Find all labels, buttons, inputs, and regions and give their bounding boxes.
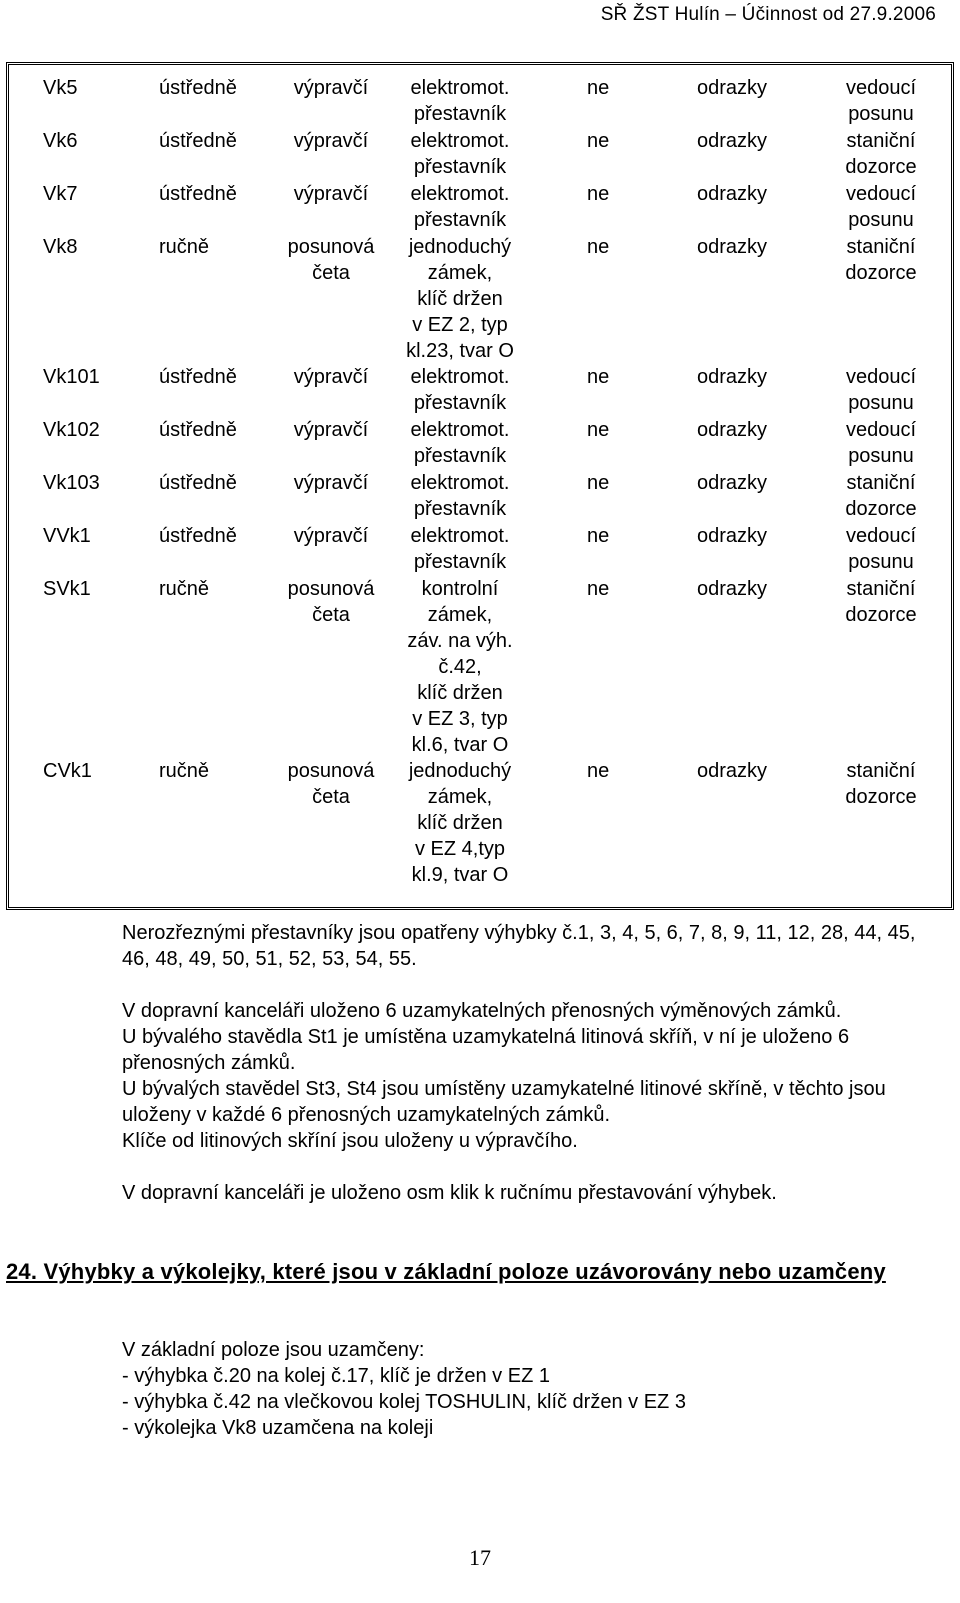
- lock-line: elektromot.: [410, 472, 510, 494]
- responsible-cell: [811, 523, 951, 575]
- lock-line: přestavník: [413, 551, 507, 573]
- responsible-line: posunu: [848, 392, 914, 414]
- lock-line: přestavník: [413, 498, 507, 520]
- operator-line: posunová: [287, 760, 375, 782]
- responsible-cell: [811, 128, 951, 180]
- note-paragraph: U bývalých stavědel St3, St4 jsou umístěny uzamykatelné litinové skříně, v těchto jsou uloženy v každé 6 přenosných uzamykatelných zámků.: [122, 1078, 886, 1126]
- operator-line: četa: [312, 786, 350, 808]
- document-header: SŘ ŽST Hulín – Účinnost od 27.9.2006: [600, 4, 936, 25]
- lock-line: přestavník: [413, 209, 507, 231]
- indicator-cell: odrazky: [697, 130, 768, 152]
- operation-cell: ústředně: [159, 366, 237, 388]
- lock-line: přestavník: [413, 156, 507, 178]
- responsible-line: posunu: [848, 209, 914, 231]
- dependency-cell: ne: [587, 525, 610, 547]
- operator-line: výpravčí: [293, 130, 369, 152]
- note-paragraph: U bývalého stavědla St1 je umístěna uzamykatelná litinová skříň, v ní je uloženo 6 přenosných zámků.: [122, 1026, 850, 1074]
- lock-cell: [387, 470, 533, 522]
- lock-cell: [387, 417, 533, 469]
- operator-line: výpravčí: [293, 472, 369, 494]
- operator-line: četa: [312, 604, 350, 626]
- lock-line: klíč držen: [417, 288, 503, 310]
- operation-cell: ústředně: [159, 130, 237, 152]
- operator-cell: [271, 758, 391, 810]
- section-heading: 24. Výhybky a výkolejky, které jsou v základní poloze uzávorovány nebo uzamčeny: [6, 1259, 886, 1284]
- indicator-cell: odrazky: [697, 236, 768, 258]
- lock-line: přestavník: [413, 392, 507, 414]
- responsible-line: vedoucí: [845, 419, 917, 441]
- list-item: - výhybka č.20 na kolej č.17, klíč je držen v EZ 1: [122, 1365, 550, 1387]
- lock-cell: [387, 128, 533, 180]
- operator-cell: [271, 364, 391, 390]
- responsible-line: posunu: [848, 103, 914, 125]
- note-paragraph: V dopravní kanceláři uloženo 6 uzamykatelných přenosných výměnových zámků.: [122, 1000, 842, 1022]
- derailer-name-cell: Vk7: [43, 183, 78, 205]
- responsible-line: staniční: [846, 130, 916, 152]
- derailer-name-cell: Vk103: [43, 472, 100, 494]
- page-number: 17: [469, 1545, 491, 1570]
- lock-line: jednoduchý: [408, 760, 512, 782]
- operator-line: výpravčí: [293, 77, 369, 99]
- derailer-table: [6, 62, 954, 910]
- operator-cell: [271, 523, 391, 549]
- responsible-line: posunu: [848, 551, 914, 573]
- lock-line: v EZ 2, typ: [412, 314, 508, 336]
- indicator-cell: odrazky: [697, 760, 768, 782]
- operator-line: výpravčí: [293, 419, 369, 441]
- operation-cell: ústředně: [159, 183, 237, 205]
- lock-line: kl.6, tvar O: [411, 734, 509, 756]
- lock-line: kl.23, tvar O: [406, 340, 514, 362]
- indicator-cell: odrazky: [697, 419, 768, 441]
- lock-line: klíč držen: [417, 812, 503, 834]
- responsible-cell: [811, 417, 951, 469]
- lock-line: záv. na výh.: [407, 630, 513, 652]
- operator-cell: [271, 576, 391, 628]
- lock-line: v EZ 4,typ: [414, 838, 506, 860]
- lock-line: v EZ 3, typ: [412, 708, 508, 730]
- lock-line: zámek,: [427, 262, 493, 284]
- derailer-name-cell: Vk5: [43, 77, 78, 99]
- operator-line: posunová: [287, 236, 375, 258]
- lock-line: elektromot.: [410, 183, 510, 205]
- dependency-cell: ne: [587, 419, 610, 441]
- indicator-cell: odrazky: [697, 578, 768, 600]
- lock-cell: [387, 758, 533, 888]
- indicator-cell: odrazky: [697, 366, 768, 388]
- operator-cell: [271, 181, 391, 207]
- derailer-name-cell: Vk101: [43, 366, 100, 388]
- list-item: - výhybka č.42 na vlečkovou kolej TOSHULIN, klíč držen v EZ 3: [122, 1391, 686, 1413]
- responsible-line: dozorce: [845, 604, 917, 626]
- operation-cell: ústředně: [159, 525, 237, 547]
- responsible-line: dozorce: [845, 156, 917, 178]
- lock-cell: [387, 523, 533, 575]
- responsible-cell: [811, 234, 951, 286]
- responsible-cell: [811, 75, 951, 127]
- responsible-line: staniční: [846, 578, 916, 600]
- operator-cell: [271, 417, 391, 443]
- operation-cell: ústředně: [159, 419, 237, 441]
- lock-cell: [387, 181, 533, 233]
- operator-cell: [271, 128, 391, 154]
- responsible-cell: [811, 364, 951, 416]
- dependency-cell: ne: [587, 760, 610, 782]
- lock-cell: [387, 234, 533, 364]
- lock-line: elektromot.: [410, 525, 510, 547]
- note-paragraph: Klíče od litinových skříní jsou uloženy u výpravčího.: [122, 1130, 578, 1152]
- lock-line: kl.9, tvar O: [411, 864, 509, 886]
- note-paragraph: V dopravní kanceláři je uloženo osm klik k ručnímu přestavování výhybek.: [122, 1182, 777, 1204]
- derailer-name-cell: SVk1: [43, 578, 91, 600]
- lock-cell: [387, 576, 533, 758]
- dependency-cell: ne: [587, 578, 610, 600]
- responsible-line: dozorce: [845, 786, 917, 808]
- operator-line: výpravčí: [293, 525, 369, 547]
- responsible-line: staniční: [846, 236, 916, 258]
- responsible-cell: [811, 576, 951, 628]
- locked-items-list: [122, 1337, 686, 1441]
- operation-cell: ručně: [159, 578, 210, 600]
- indicator-cell: odrazky: [697, 525, 768, 547]
- operation-cell: ručně: [159, 760, 210, 782]
- note-paragraph: Nerozřeznými přestavníky jsou opatřeny výhybky č.1, 3, 4, 5, 6, 7, 8, 9, 11, 12, 28, 44, 45, 46, 48, 49, 50, 51, 52, 53, 54, 55.: [122, 922, 916, 970]
- lock-line: č.42,: [438, 656, 482, 678]
- lock-line: zámek,: [427, 786, 493, 808]
- responsible-cell: [811, 181, 951, 233]
- operator-cell: [271, 470, 391, 496]
- operation-cell: ručně: [159, 236, 210, 258]
- operator-line: výpravčí: [293, 183, 369, 205]
- derailer-name-cell: CVk1: [43, 760, 92, 782]
- responsible-line: vedoucí: [845, 77, 917, 99]
- lock-line: elektromot.: [410, 366, 510, 388]
- derailer-name-cell: Vk6: [43, 130, 78, 152]
- lock-line: přestavník: [413, 103, 507, 125]
- derailer-name-cell: VVk1: [43, 525, 91, 547]
- dependency-cell: ne: [587, 366, 610, 388]
- indicator-cell: odrazky: [697, 77, 768, 99]
- responsible-line: posunu: [848, 445, 914, 467]
- dependency-cell: ne: [587, 130, 610, 152]
- indicator-cell: odrazky: [697, 472, 768, 494]
- lock-line: jednoduchý: [408, 236, 512, 258]
- lock-line: klíč držen: [417, 682, 503, 704]
- lock-line: zámek,: [427, 604, 493, 626]
- responsible-line: vedoucí: [845, 366, 917, 388]
- dependency-cell: ne: [587, 236, 610, 258]
- operator-line: četa: [312, 262, 350, 284]
- derailer-name-cell: Vk8: [43, 236, 78, 258]
- lock-cell: [387, 364, 533, 416]
- operator-cell: [271, 234, 391, 286]
- responsible-line: vedoucí: [845, 525, 917, 547]
- lock-line: kontrolní: [421, 578, 499, 600]
- operator-line: výpravčí: [293, 366, 369, 388]
- operator-line: posunová: [287, 578, 375, 600]
- lock-cell: [387, 75, 533, 127]
- list-item: - výkolejka Vk8 uzamčena na koleji: [122, 1417, 434, 1439]
- dependency-cell: ne: [587, 472, 610, 494]
- operation-cell: ústředně: [159, 77, 237, 99]
- responsible-line: staniční: [846, 760, 916, 782]
- responsible-line: staniční: [846, 472, 916, 494]
- dependency-cell: ne: [587, 183, 610, 205]
- responsible-line: dozorce: [845, 498, 917, 520]
- lock-line: elektromot.: [410, 77, 510, 99]
- operator-cell: [271, 75, 391, 101]
- dependency-cell: ne: [587, 77, 610, 99]
- derailer-name-cell: Vk102: [43, 419, 100, 441]
- responsible-cell: [811, 758, 951, 810]
- responsible-line: dozorce: [845, 262, 917, 284]
- lock-line: elektromot.: [410, 130, 510, 152]
- lock-line: přestavník: [413, 445, 507, 467]
- operation-cell: ústředně: [159, 472, 237, 494]
- responsible-cell: [811, 470, 951, 522]
- list-intro: V základní poloze jsou uzamčeny:: [122, 1339, 425, 1361]
- indicator-cell: odrazky: [697, 183, 768, 205]
- lock-line: elektromot.: [410, 419, 510, 441]
- responsible-line: vedoucí: [845, 183, 917, 205]
